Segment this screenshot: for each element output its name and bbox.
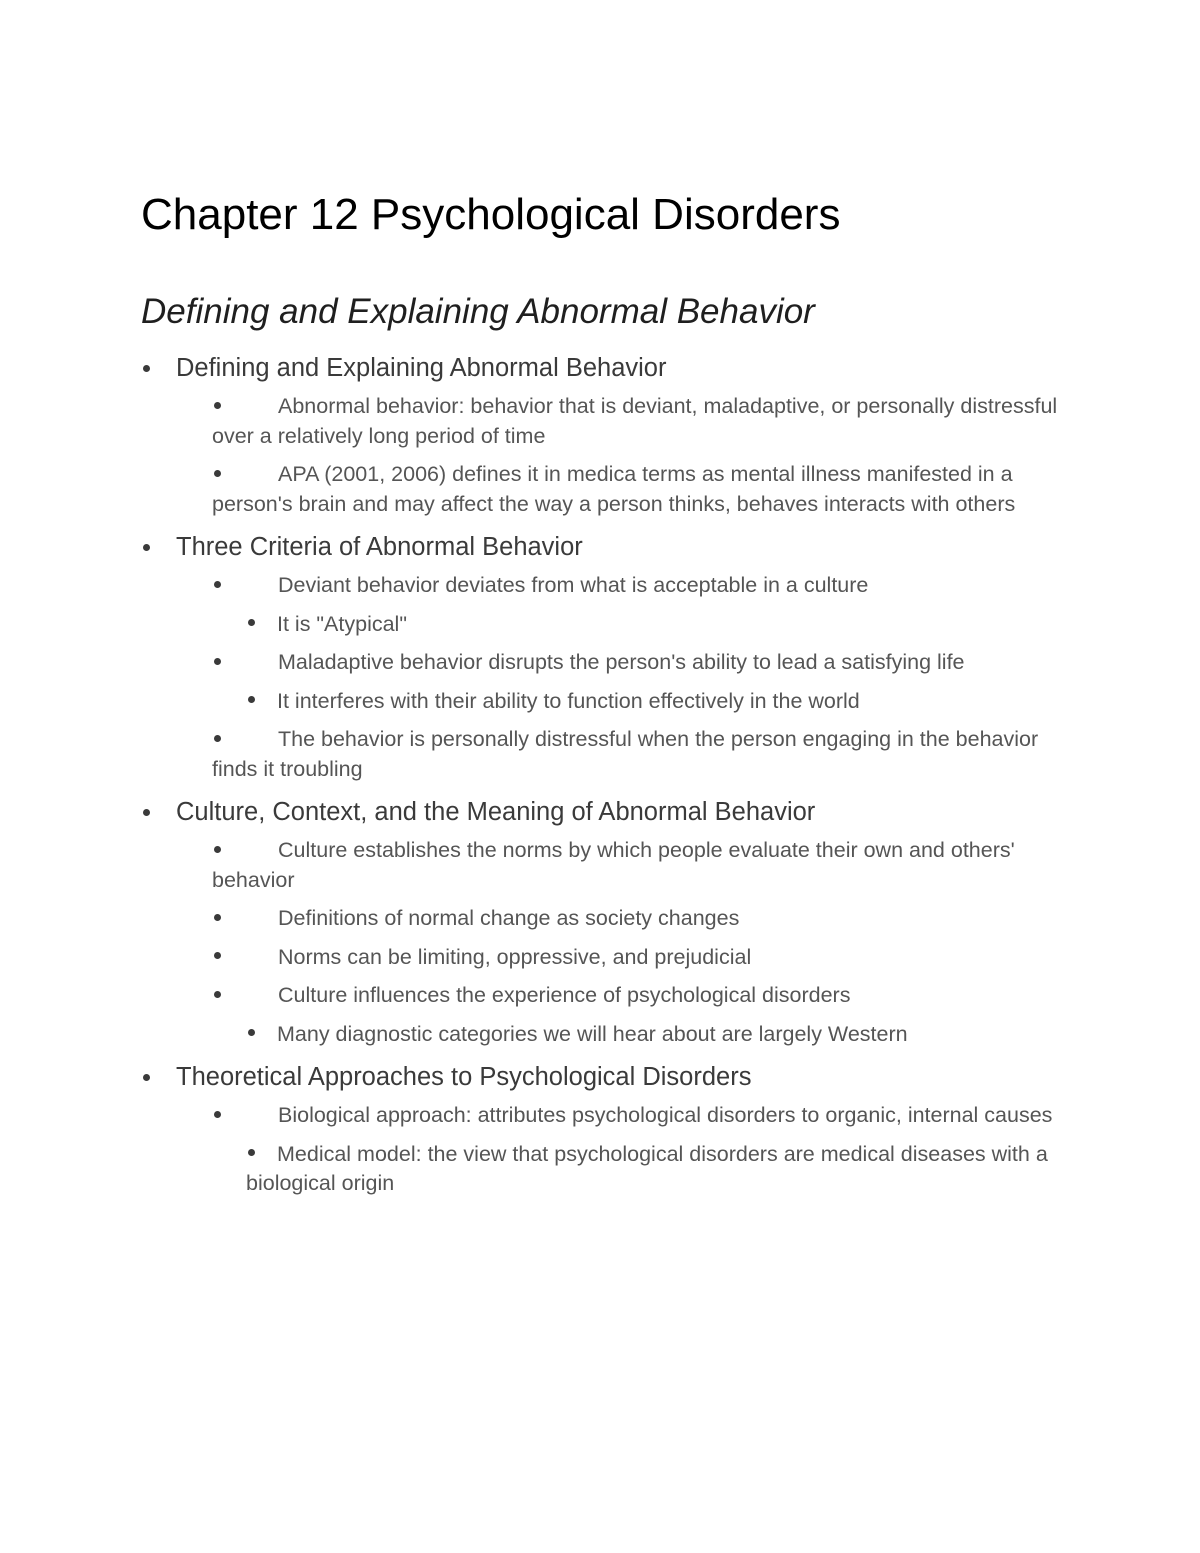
bullet-icon xyxy=(214,581,221,588)
bullet-icon xyxy=(214,952,221,959)
bullet-item-level-3 xyxy=(246,1020,1071,1050)
bullet-item-level-2 xyxy=(212,460,1071,519)
bullet-text: Deviant behavior deviates from what is acceptable in a culture xyxy=(278,573,869,597)
bullet-text: Many diagnostic categories we will hear about are largely Western xyxy=(277,1021,908,1046)
bullet-item-level-2 xyxy=(212,836,1071,895)
bullet-item-level-1 xyxy=(141,1061,1071,1093)
bullet-text: Maladaptive behavior disrupts the person's ability to lead a satisfying life xyxy=(278,650,965,674)
bullet-icon xyxy=(248,619,255,626)
bullet-text: Theoretical Approaches to Psychological Disorders xyxy=(176,1063,752,1091)
bullet-icon xyxy=(143,1074,150,1081)
bullet-icon xyxy=(214,470,221,477)
bullet-text: It is "Atypical" xyxy=(277,611,407,636)
page-title: Chapter 12 Psychological Disorders xyxy=(141,190,841,239)
bullet-icon xyxy=(214,1111,221,1118)
bullet-text: Abnormal behavior: behavior that is deviant, maladaptive, or personally distressful over a relatively long period of time xyxy=(212,394,1058,448)
bullet-icon xyxy=(214,991,221,998)
bullet-item-level-2 xyxy=(212,943,1071,973)
bullet-text: The behavior is personally distressful when the person engaging in the behavior finds it troubling xyxy=(212,727,1039,781)
bullet-icon xyxy=(143,809,150,816)
bullet-item-level-2 xyxy=(212,648,1071,678)
bullet-text: Biological approach: attributes psychological disorders to organic, internal causes xyxy=(278,1103,1053,1127)
bullet-outline xyxy=(141,352,1071,1199)
bullet-icon xyxy=(214,846,221,853)
bullet-item-level-1 xyxy=(141,531,1071,563)
bullet-item-level-2 xyxy=(212,392,1071,451)
bullet-text: APA (2001, 2006) defines it in medica terms as mental illness manifested in a person's brain and may affect the way a person thinks, behaves interacts with others xyxy=(212,462,1016,516)
bullet-text: Culture, Context, and the Meaning of Abnormal Behavior xyxy=(176,798,816,826)
bullet-text: It interferes with their ability to function effectively in the world xyxy=(277,688,860,713)
bullet-item-level-3 xyxy=(246,687,1071,717)
bullet-item-level-1 xyxy=(141,352,1071,384)
bullet-text: Culture influences the experience of psychological disorders xyxy=(278,983,851,1007)
bullet-icon xyxy=(248,1029,255,1036)
bullet-item-level-2 xyxy=(212,725,1071,784)
bullet-item-level-2 xyxy=(212,1101,1071,1131)
section-heading: Defining and Explaining Abnormal Behavior xyxy=(141,292,815,331)
bullet-icon xyxy=(143,365,150,372)
bullet-text: Culture establishes the norms by which people evaluate their own and others' behavior xyxy=(212,838,1015,892)
bullet-icon xyxy=(143,544,150,551)
bullet-icon xyxy=(248,1149,255,1156)
bullet-item-level-3 xyxy=(246,1140,1071,1199)
bullet-text: Three Criteria of Abnormal Behavior xyxy=(176,533,583,561)
bullet-text: Defining and Explaining Abnormal Behavior xyxy=(176,354,667,382)
bullet-icon xyxy=(214,735,221,742)
bullet-icon xyxy=(214,402,221,409)
bullet-icon xyxy=(214,658,221,665)
bullet-text: Medical model: the view that psychological disorders are medical diseases with a biological origin xyxy=(246,1141,1048,1195)
bullet-text: Definitions of normal change as society changes xyxy=(278,906,740,930)
bullet-icon xyxy=(248,696,255,703)
bullet-item-level-3 xyxy=(246,610,1071,640)
bullet-item-level-1 xyxy=(141,796,1071,828)
bullet-text: Norms can be limiting, oppressive, and prejudicial xyxy=(278,944,752,969)
bullet-item-level-2 xyxy=(212,904,1071,934)
bullet-item-level-2 xyxy=(212,571,1071,601)
bullet-item-level-2 xyxy=(212,981,1071,1011)
bullet-icon xyxy=(214,914,221,921)
